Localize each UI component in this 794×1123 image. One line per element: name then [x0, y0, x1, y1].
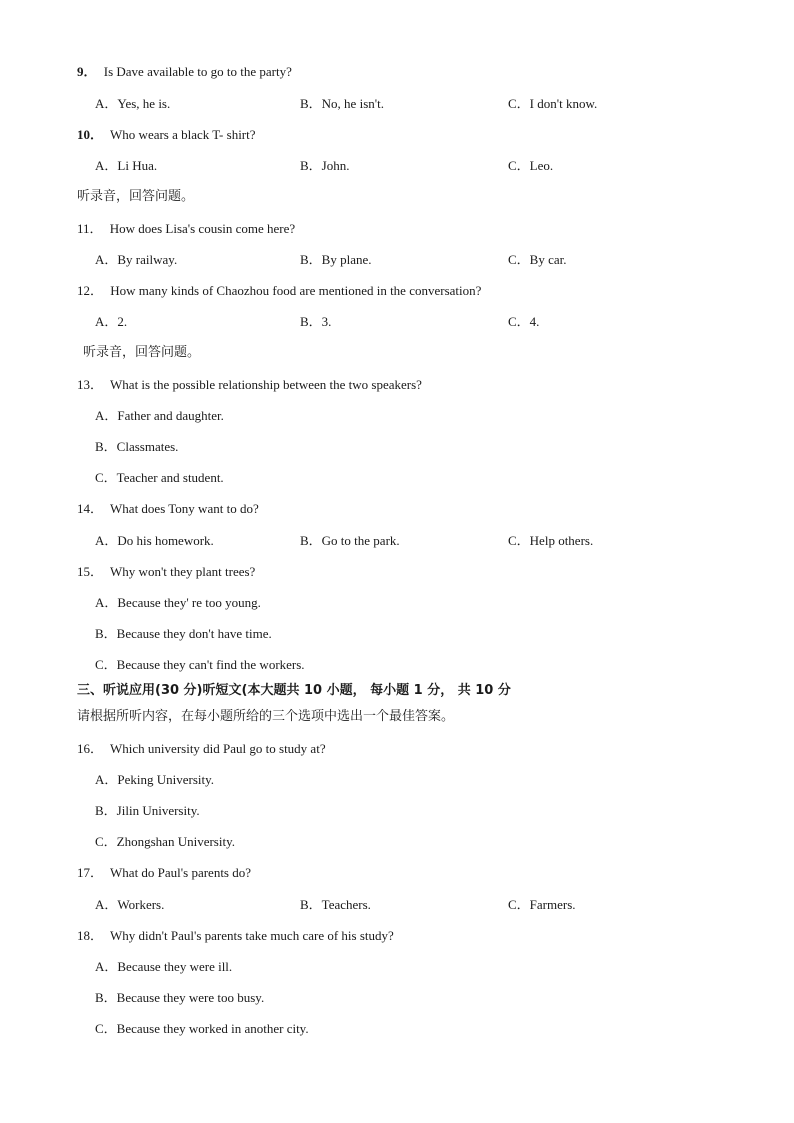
question-text: What does Tony want to do? — [110, 501, 259, 516]
option-a: A．Li Hua. — [95, 158, 158, 173]
question-text: Is Dave available to go to the party? — [103, 64, 292, 79]
option-c: C．Because they can't find the workers. — [95, 657, 305, 672]
option-row — [0, 592, 794, 614]
question-text: What do Paul's parents do? — [110, 865, 252, 880]
instruction-listen: 听录音，回答问题。 — [83, 345, 201, 360]
option-c: C．4. — [508, 314, 540, 329]
option-b: B．Classmates. — [95, 439, 179, 454]
option-a: A．Because they' re too young. — [95, 595, 261, 610]
question-number: 14． — [77, 501, 104, 516]
section-instruction: 请根据所听内容，在每小题所给的三个选项中选出一个最佳答案。 — [77, 709, 455, 724]
question-text: What is the possible relationship between the two speakers? — [110, 377, 422, 392]
option-b: B．3. — [300, 314, 332, 329]
option-row — [0, 987, 794, 1009]
option-b: B．No, he isn't. — [300, 96, 384, 111]
option-c: C．By car. — [508, 252, 567, 267]
option-row — [0, 623, 794, 645]
question-14 — [0, 498, 794, 520]
option-c: C．Farmers. — [508, 897, 576, 912]
options-row-17 — [0, 894, 794, 916]
question-13 — [0, 374, 794, 396]
question-12 — [0, 280, 794, 302]
option-c: C．Teacher and student. — [95, 470, 224, 485]
question-16 — [0, 738, 794, 760]
option-c: C．Help others. — [508, 533, 594, 548]
option-b: B．John. — [300, 158, 350, 173]
instruction-listen: 听录音，回答问题。 — [77, 189, 195, 204]
option-b: B．Go to the park. — [300, 533, 400, 548]
question-number: 16． — [77, 741, 104, 756]
option-c: C．Because they worked in another city. — [95, 1021, 309, 1036]
option-c: C．Zhongshan University. — [95, 834, 235, 849]
option-b: B．Jilin University. — [95, 803, 200, 818]
option-row — [0, 436, 794, 458]
option-a: A．Because they were ill. — [95, 959, 233, 974]
question-15 — [0, 561, 794, 583]
options-row-10 — [0, 155, 794, 177]
option-a: A．Yes, he is. — [95, 96, 171, 111]
options-row-9 — [0, 93, 794, 115]
options-row-14 — [0, 530, 794, 552]
option-a: A．Peking University. — [95, 772, 215, 787]
option-c: C．I don't know. — [508, 96, 598, 111]
option-b: B．Because they were too busy. — [95, 990, 265, 1005]
question-10 — [0, 124, 794, 146]
question-text: How does Lisa's cousin come here? — [109, 221, 296, 236]
option-a: A．Do his homework. — [95, 533, 214, 548]
option-row — [0, 467, 794, 489]
option-row — [0, 831, 794, 853]
options-row-12 — [0, 311, 794, 333]
option-row — [0, 654, 794, 676]
question-9 — [0, 61, 794, 83]
option-row — [0, 800, 794, 822]
option-b: B．Because they don't have time. — [95, 626, 272, 641]
option-row — [0, 405, 794, 427]
question-17 — [0, 862, 794, 884]
option-a: A．Father and daughter. — [95, 408, 224, 423]
option-row — [0, 1018, 794, 1040]
question-number: 9． — [77, 64, 97, 79]
option-row — [0, 956, 794, 978]
question-text: Why didn't Paul's parents take much care of his study? — [110, 928, 394, 943]
question-number: 17． — [77, 865, 104, 880]
question-11 — [0, 218, 794, 240]
question-text: How many kinds of Chaozhou food are mentioned in the conversation? — [110, 283, 482, 298]
question-text: Who wears a black T- shirt? — [110, 127, 256, 142]
question-number: 12． — [77, 283, 104, 298]
question-text: Why won't they plant trees? — [110, 564, 256, 579]
option-a: A．Workers. — [95, 897, 165, 912]
option-c: C．Leo. — [508, 158, 554, 173]
section-heading: 三、听说应用(30 分)听短文(本大题共 10 小题， 每小题 1 分， 共 10 分 — [77, 683, 511, 698]
question-number: 11． — [77, 221, 103, 236]
option-row — [0, 769, 794, 791]
option-a: A．2. — [95, 314, 128, 329]
question-text: Which university did Paul go to study at? — [110, 741, 326, 756]
option-b: B．By plane. — [300, 252, 372, 267]
question-18 — [0, 925, 794, 947]
option-b: B．Teachers. — [300, 897, 371, 912]
question-number: 15． — [77, 564, 104, 579]
question-number: 13． — [77, 377, 104, 392]
options-row-11 — [0, 249, 794, 271]
option-a: A．By railway. — [95, 252, 178, 267]
question-number: 18． — [77, 928, 104, 943]
question-number: 10． — [77, 127, 104, 142]
